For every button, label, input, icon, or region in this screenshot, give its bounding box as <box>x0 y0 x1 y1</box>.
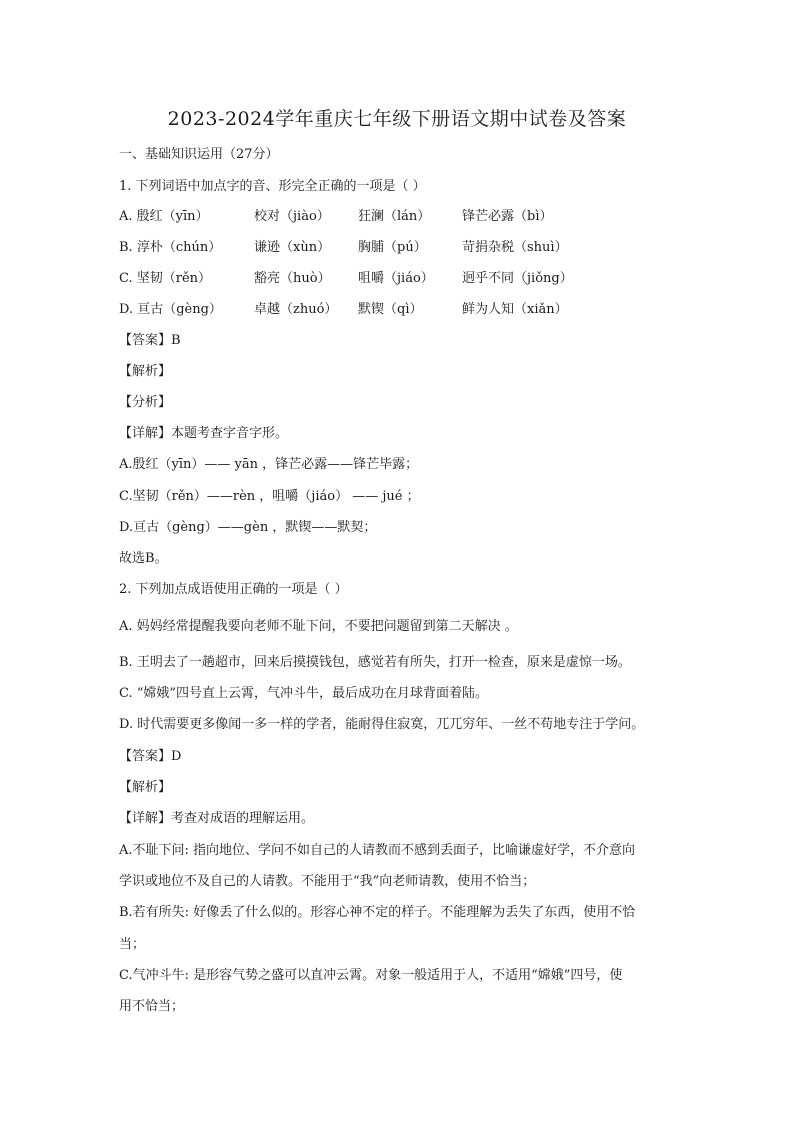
section-heading: 一、基础知识运用（27分） <box>119 147 279 162</box>
q1-option-d-2: 卓越（zhuó） <box>254 302 338 317</box>
q1-option-b-3: 胸脯（pú） <box>358 240 427 255</box>
q1-option-b-1: B. 淳朴（chún） <box>119 240 222 255</box>
question-2-stem: 2. 下列加点成语使用正确的一项是（ ） <box>119 582 348 597</box>
q1-answer: 【答案】B <box>119 333 181 348</box>
q2-option-c: C. “嫦娥”四号直上云霄，气冲斗牛，最后成功在月球背面着陆。 <box>119 686 489 701</box>
q2-explanation-line: 用不恰当； <box>119 999 185 1014</box>
q1-explanation-line: D.亘古（gèng）——gèn ，默锲——默契； <box>119 520 377 535</box>
q1-detail: 【详解】本题考查字音字形。 <box>119 426 289 441</box>
q2-answer: 【答案】D <box>119 749 182 764</box>
q2-explanation-line: C.气冲斗牛: 是形容气势之盛可以直冲云霄。对象一般适用于人，不适用“嫦娥”四号，使 <box>119 968 623 983</box>
q1-analysis-label: 【解析】 <box>119 364 172 379</box>
q1-option-d-4: 鲜为人知（xiǎn） <box>462 302 568 317</box>
q1-option-b-4: 苛捐杂税（shuì） <box>462 240 568 255</box>
q1-option-c-3: 咀嚼（jiáo） <box>358 271 434 286</box>
q2-option-b: B. 王明去了一趟超市，回来后摸摸钱包，感觉若有所失，打开一检查，原来是虚惊一场。 <box>119 655 631 670</box>
q2-option-d: D. 时代需要更多像闻一多一样的学者，能耐得住寂寞，兀兀穷年、一丝不苟地专注于学问。 <box>119 717 645 732</box>
q2-explanation-line: B.若有所失: 好像丢了什么似的。形容心神不定的样子。不能理解为丢失了东西，使用不恰 <box>119 905 636 920</box>
q2-detail: 【详解】考查对成语的理解运用。 <box>119 811 315 826</box>
q1-option-a-1: A. 殷红（yīn） <box>119 209 209 224</box>
page-title: 2023-2024学年重庆七年级下册语文期中试卷及答案 <box>167 108 627 130</box>
q1-option-a-3: 狂澜（lán） <box>358 209 431 224</box>
q1-fenxi-label: 【分析】 <box>119 395 172 410</box>
q1-option-a-4: 锋芒必露（bì） <box>462 209 553 224</box>
q1-option-d-1: D. 亘古（gèng） <box>119 302 222 317</box>
q1-conclusion: 故选B。 <box>119 551 168 566</box>
q2-explanation-line: A.不耻下问: 指向地位、学问不如自己的人请教而不感到丢面子，比喻谦虚好学，不介意向 <box>119 843 636 858</box>
question-1-stem: 1. 下列词语中加点字的音、形完全正确的一项是（ ） <box>119 179 426 194</box>
q1-option-c-4: 迥乎不同（jiǒng） <box>462 271 573 286</box>
q1-option-c-1: C. 坚韧（rěn） <box>119 271 212 286</box>
q1-explanation-line: A.殷红（yīn）—— yān ，锋芒必露——锋芒毕露； <box>119 457 419 472</box>
q2-analysis-label: 【解析】 <box>119 780 172 795</box>
q2-explanation-line: 学识或地位不及自己的人请教。不能用于“我”向老师请教，使用不恰当； <box>119 874 536 889</box>
q1-option-a-2: 校对（jiào） <box>254 209 330 224</box>
q1-explanation-line: C.坚韧（rěn）——rèn ，咀嚼（jiáo） —— jué ； <box>119 489 420 504</box>
q2-explanation-line: 当； <box>119 937 146 952</box>
q1-option-d-3: 默锲（qì） <box>358 302 423 317</box>
q2-option-a: A. 妈妈经常提醒我要向老师不耻下问，不要把问题留到第二天解决 。 <box>119 619 518 634</box>
q1-option-b-2: 谦逊（xùn） <box>254 240 331 255</box>
q1-option-c-2: 豁亮（huò） <box>254 271 331 286</box>
